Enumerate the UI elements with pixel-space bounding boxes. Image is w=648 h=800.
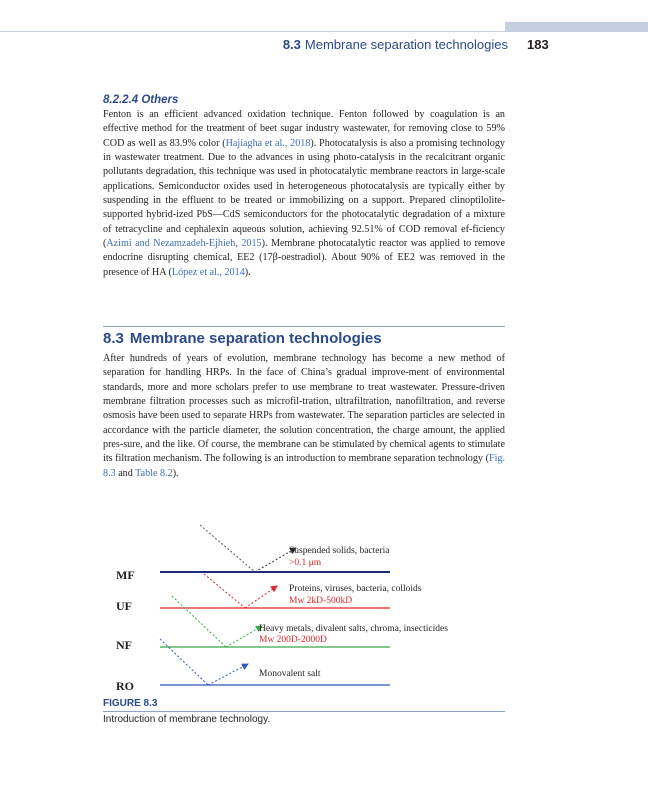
ro-label: RO: [116, 679, 134, 693]
membrane-diagram: [100, 515, 500, 695]
uf-size-text: Mw 2kD-500kD: [289, 596, 353, 606]
running-head-section-number: 8.3: [282, 37, 301, 52]
uf-retained-text: Proteins, viruses, bacteria, colloids: [289, 584, 422, 594]
figure-caption: Introduction of membrane technology.: [103, 714, 271, 725]
paragraph-text: After hundreds of years of evolution, membrane technology has become a new method of separation for handling HRPs. In the face of China’s gradual improve-ment of environmental standards, more and more scholars prefer to use membrane to treat wastewater. Pressure-driven membrane filtration processes such as microfil-tration, ultrafiltration, nanofiltration, and reverse osmosis have been used to separate HRPs from wastewater. The separation particles are selected in accordance with the particle diameter, the solution concentration, the charge amount, the applied pres-sure, and the like. Of course, the membrane can be stimulated by chemical agents to stimulate its filtration mechanism. The following is an introduction to membrane separation technology (: [103, 353, 505, 465]
section-paragraph: [103, 352, 505, 481]
paragraph-text: and: [115, 467, 136, 479]
header-accent-bar: [505, 22, 648, 31]
ro-retained-text: Monovalent salt: [259, 669, 321, 679]
nf-size-text: Mw 200D-2000D: [259, 635, 327, 645]
mf-incoming-path: [200, 525, 255, 572]
running-head-title: Membrane separation technologies: [304, 37, 508, 52]
citation-link[interactable]: Azimi and Nezamzadeh-Ejhieh, 2015: [106, 238, 262, 250]
ro-incoming-path: [160, 639, 208, 685]
citation-link[interactable]: Hajiagha et al., 2018: [225, 137, 311, 149]
paragraph-text: ).: [172, 467, 179, 479]
paragraph-text: ). Membrane photocatalytic reactor was applied to remove endocrine disrupting chemical, EE2 (17β-oestradiol). About 90% of EE2 was removed in the presence of HA (: [103, 238, 505, 278]
section-rule: [103, 326, 505, 327]
nf-retained-text: Heavy metals, divalent salts, chroma, insecticides: [259, 624, 448, 634]
page-number: 183: [527, 37, 549, 52]
nf-rejected-arrow: [226, 626, 262, 647]
header-rule: [0, 31, 648, 32]
subsection-heading: 8.2.2.4 Others: [103, 94, 179, 106]
nf-label: NF: [116, 638, 132, 652]
subsection-paragraph: [103, 108, 505, 280]
uf-incoming-path: [204, 574, 245, 608]
mf-size-text: >0.1 μm: [289, 558, 322, 568]
section-title: Membrane separation technologies: [129, 330, 382, 347]
section-heading: [103, 330, 382, 347]
mf-label: MF: [116, 568, 135, 582]
table-ref-link[interactable]: Table 8.2: [135, 467, 173, 479]
ro-rejected-arrow: [208, 664, 248, 685]
paragraph-text: Fenton is an efficient advanced oxidation technique. Fenton followed by coagulation is an effective method for the treatment of beet sugar industry wastewater, for removing close to 59% COD as well as 83.9% color (: [103, 109, 505, 149]
citation-link[interactable]: López et al., 2014: [171, 266, 245, 278]
figure-rule: [103, 711, 505, 712]
paragraph-text: ). Photocatalysis is also a promising technology in wastewater treatment. Due to the advances in using photo-catalysis in the recalcitrant organic pollutants degradation, this technique was used in photocatalytic membrane reactors in large-scale applications. Semiconductor oxides used in heterogeneous photocatalysis are typically either by suspending in the effluent to be treated or immobilizing on a support. Prepared clinoptilolite-supported hybrid-ized PbS—CdS semiconductors for the photocatalytic degradation of a mixture of tetracycline and cephalexin aqueous solution, achieving 92.51% of COD removal ef-ficiency (: [103, 137, 505, 250]
uf-rejected-arrow: [245, 586, 277, 608]
paragraph-text: ).: [244, 266, 251, 278]
figure-label: FIGURE 8.3: [103, 698, 158, 709]
uf-label: UF: [116, 599, 132, 613]
nf-incoming-path: [172, 596, 226, 647]
mf-retained-text: Suspended solids, bacteria: [289, 546, 390, 556]
section-number: 8.3: [103, 330, 124, 347]
figure-ref-link[interactable]: Fig. 8.3: [103, 453, 505, 479]
running-head: [283, 37, 508, 52]
